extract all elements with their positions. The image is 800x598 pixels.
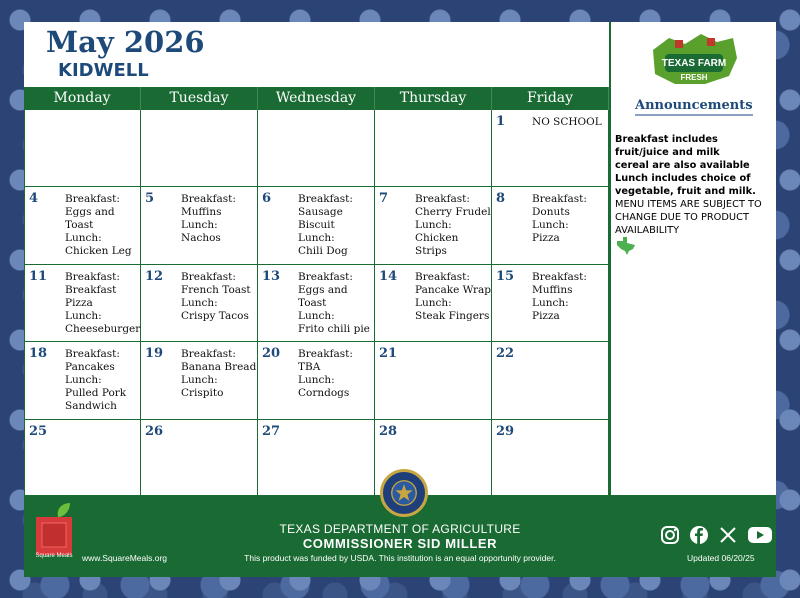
weekday-label: Tuesday: [141, 87, 258, 110]
calendar-day-cell: [24, 187, 141, 264]
weekday-label: Monday: [24, 87, 141, 110]
menu-line: Breakfast:: [298, 270, 353, 283]
menu-line: Breakfast:: [65, 348, 120, 361]
footer: [24, 495, 776, 577]
calendar-day-cell: [24, 420, 141, 497]
menu-line: Breakfast:: [298, 348, 353, 361]
menu-line: Breakfast:: [65, 270, 120, 283]
day-number: 26: [145, 423, 164, 439]
menu-line: Chicken Leg: [65, 245, 132, 258]
menu-line: Corndogs: [298, 387, 350, 400]
menu-line: Crispy Tacos: [181, 309, 249, 322]
calendar-day-cell: [141, 265, 258, 342]
day-number: 25: [29, 423, 48, 439]
menu-line: Lunch:: [415, 296, 452, 309]
menu-line: Cheeseburger: [65, 322, 141, 335]
menu-line: Lunch:: [532, 296, 569, 309]
x-icon[interactable]: [718, 525, 738, 545]
day-number: 29: [496, 423, 515, 439]
menu-text: [298, 271, 374, 336]
calendar-day-cell: [375, 187, 492, 264]
menu-text: [181, 271, 257, 323]
calendar-day-cell: [24, 265, 141, 342]
menu-text: [298, 193, 374, 258]
menu-line: Chili Dog: [298, 245, 348, 258]
day-number: 27: [262, 423, 281, 439]
menu-line: Breakfast:: [532, 270, 587, 283]
calendar-day-cell: [141, 187, 258, 264]
menu-text: [65, 348, 141, 413]
day-number: 13: [262, 268, 281, 284]
menu-text: [415, 271, 491, 323]
weekday-label: Friday: [492, 87, 609, 110]
menu-line: TBA: [298, 361, 321, 374]
calendar-sheet: [24, 22, 776, 577]
calendar-day-cell: [258, 187, 375, 264]
logo-text-1: TEXAS FARM: [661, 58, 727, 69]
menu-text: [415, 193, 491, 258]
menu-line: Lunch:: [181, 219, 218, 232]
calendar-day-cell: [492, 187, 609, 264]
weekday-label: Thursday: [375, 87, 492, 110]
calendar-day-cell: [375, 265, 492, 342]
menu-line: Eggs and Toast: [298, 283, 348, 309]
tda-seal: [380, 469, 428, 517]
instagram-icon[interactable]: [660, 525, 680, 545]
calendar-day-cell: [375, 342, 492, 419]
calendar-day-cell: [258, 342, 375, 419]
menu-line: Lunch:: [65, 374, 102, 387]
day-number: 7: [379, 191, 389, 207]
logo-text-2: FRESH: [680, 73, 708, 82]
availability-note: MENU ITEMS ARE SUBJECT TO CHANGE DUE TO PRODUCT AVAILABILITY: [615, 199, 762, 236]
day-number: 15: [496, 268, 515, 284]
menu-line: Muffins: [181, 206, 222, 219]
menu-line: Cherry Frudel: [415, 206, 491, 219]
day-number: 11: [29, 268, 48, 284]
menu-text: [532, 271, 608, 323]
weekday-label: Wednesday: [258, 87, 375, 110]
texas-farm-fresh-logo: [645, 28, 741, 92]
menu-line: Pulled Pork: [65, 387, 127, 400]
calendar-day-cell: [141, 342, 258, 419]
calendar-day-cell: [24, 110, 141, 187]
menu-text: [532, 116, 608, 129]
menu-line: Lunch:: [298, 374, 335, 387]
social-links: [660, 525, 773, 545]
calendar-day-cell: [258, 420, 375, 497]
menu-line: Breakfast:: [65, 193, 120, 206]
menu-line: Breakfast:: [415, 193, 470, 206]
menu-line: Breakfast:: [181, 348, 236, 361]
day-number: 20: [262, 346, 281, 362]
announcements-title: Announcements: [635, 98, 753, 116]
calendar-day-cell: [492, 342, 609, 419]
menu-line: Lunch:: [65, 232, 102, 245]
texas-state-icon: [615, 237, 637, 255]
menu-line: Banana Bread: [181, 361, 257, 374]
menu-line: Chicken Strips: [415, 232, 459, 258]
calendar-day-cell: [141, 110, 258, 187]
menu-text: [532, 193, 608, 245]
menu-line: French Toast: [181, 283, 251, 296]
updated-date: Updated 06/20/25: [687, 553, 755, 563]
menu-line: Frito chili pie: [298, 322, 370, 335]
department-name: TEXAS DEPARTMENT OF AGRICULTURE: [279, 522, 521, 536]
funding-statement: This product was funded by USDA. This institution is an equal opportunity provider.: [244, 553, 556, 563]
menu-line: Pizza: [532, 309, 560, 322]
calendar-day-cell: [258, 110, 375, 187]
announcements-body: [615, 133, 775, 259]
menu-text: [181, 348, 257, 400]
day-number: 28: [379, 423, 398, 439]
calendar-day-cell: [492, 420, 609, 497]
day-number: 14: [379, 268, 398, 284]
day-number: 6: [262, 191, 272, 207]
menu-line: NO SCHOOL: [532, 116, 602, 128]
menu-line: Lunch:: [415, 219, 452, 232]
menu-line: Sausage Biscuit: [298, 206, 343, 232]
announcement-line: cereal are also available: [615, 160, 750, 171]
menu-text: [298, 348, 374, 400]
calendar: [24, 87, 609, 497]
squaremeals-link[interactable]: www.SquareMeals.org: [82, 553, 168, 563]
day-number: 12: [145, 268, 164, 284]
menu-line: Sandwich: [65, 400, 117, 413]
calendar-day-cell: [375, 110, 492, 187]
calendar-day-cell: [24, 342, 141, 419]
menu-line: Pizza: [532, 232, 560, 245]
menu-line: Donuts: [532, 206, 570, 219]
menu-line: Breakfast:: [415, 270, 470, 283]
day-number: 4: [29, 191, 39, 207]
menu-line: Breakfast:: [532, 193, 587, 206]
menu-line: Breakfast:: [298, 193, 353, 206]
calendar-day-cell: [492, 265, 609, 342]
calendar-day-cell: [492, 110, 609, 187]
menu-line: Lunch:: [181, 374, 218, 387]
menu-line: Lunch:: [298, 309, 335, 322]
announcement-line: Lunch includes choice of vegetable, fruit and milk.: [615, 173, 756, 197]
menu-line: Lunch:: [532, 219, 569, 232]
commissioner-name: COMMISSIONER SID MILLER: [302, 536, 498, 551]
menu-line: Nachos: [181, 232, 221, 245]
day-number: 1: [496, 114, 506, 129]
menu-line: Breakfast Pizza: [65, 283, 117, 309]
calendar-day-cell: [141, 420, 258, 497]
menu-line: Muffins: [532, 283, 573, 296]
day-number: 8: [496, 191, 506, 207]
day-number: 21: [379, 346, 398, 362]
page-title: May 2026: [46, 25, 205, 59]
announcement-line: Breakfast includes fruit/juice and milk: [615, 134, 720, 158]
menu-line: Breakfast:: [181, 270, 236, 283]
weekday-header: [24, 87, 609, 110]
facebook-icon[interactable]: [689, 525, 709, 545]
menu-line: Lunch:: [181, 296, 218, 309]
menu-line: Lunch:: [298, 232, 335, 245]
school-name: KIDWELL: [58, 60, 149, 81]
menu-line: Breakfast:: [181, 193, 236, 206]
menu-text: [65, 271, 141, 336]
menu-line: Crispito: [181, 387, 224, 400]
menu-text: [65, 193, 141, 258]
day-number: 19: [145, 346, 164, 362]
day-number: 22: [496, 346, 515, 362]
youtube-icon[interactable]: [747, 525, 773, 545]
menu-line: Lunch:: [65, 309, 102, 322]
day-number: 18: [29, 346, 48, 362]
announcements-panel: [609, 22, 776, 495]
day-number: 5: [145, 191, 155, 207]
menu-text: [181, 193, 257, 245]
menu-line: Pancake Wrap: [415, 283, 491, 296]
menu-line: Eggs and Toast: [65, 206, 115, 232]
menu-line: Pancakes: [65, 361, 115, 374]
calendar-grid: [24, 110, 609, 497]
menu-line: Steak Fingers: [415, 309, 490, 322]
calendar-day-cell: [258, 265, 375, 342]
squaremeals-label: Square Meals: [35, 553, 73, 559]
